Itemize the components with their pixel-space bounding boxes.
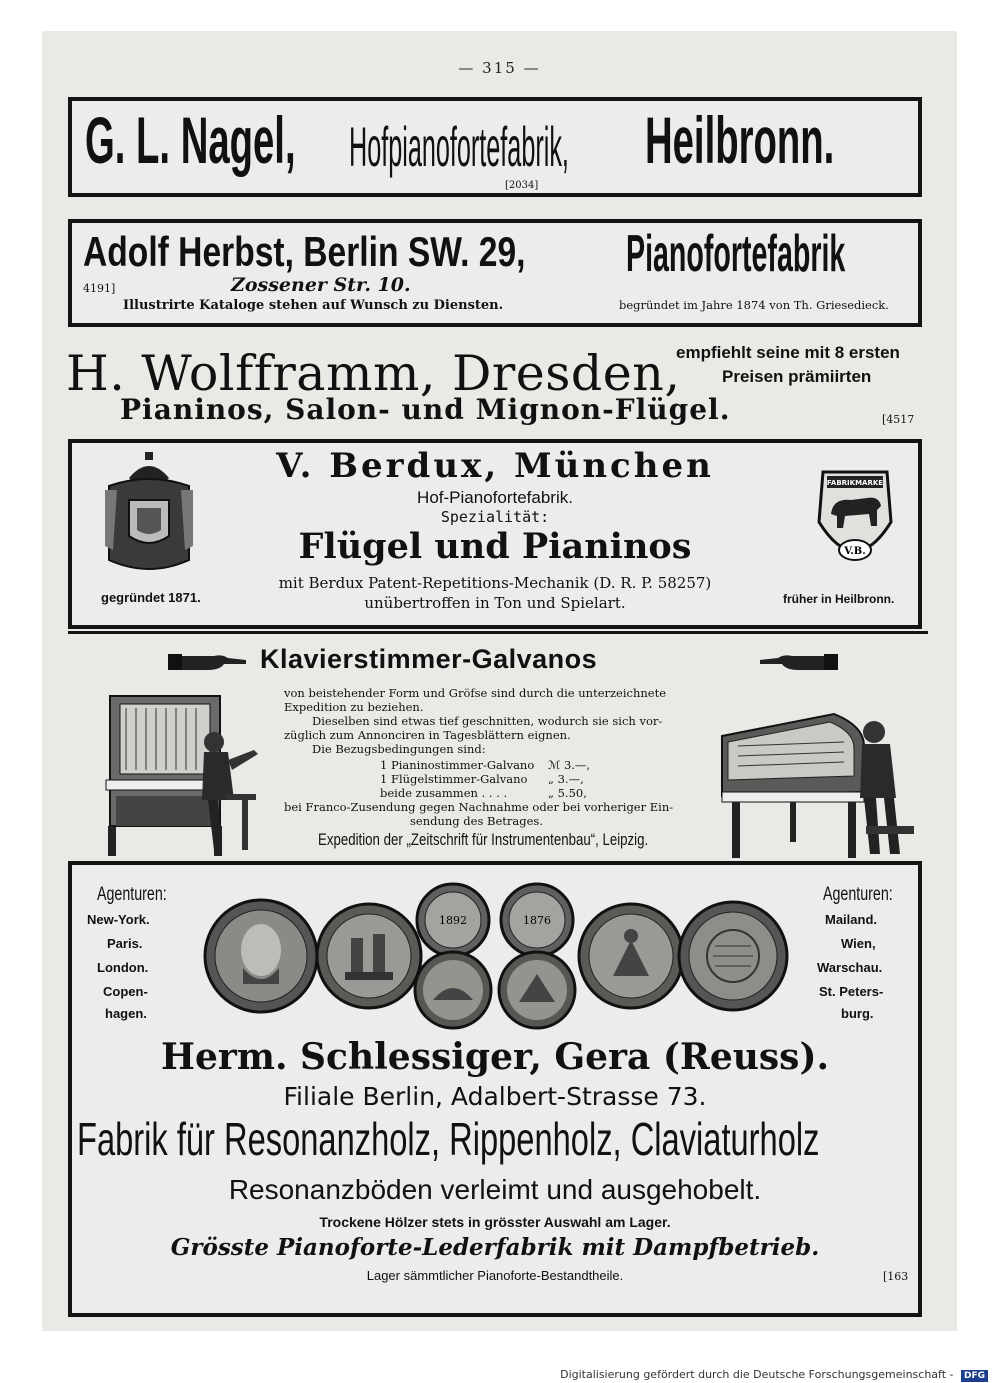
agencies-right-label: Agenturen:: [823, 884, 893, 905]
agency-left-5: hagen.: [105, 1006, 147, 1021]
page-number: — 315 —: [458, 59, 541, 77]
nagel-ref: [2034]: [505, 180, 539, 191]
galvanos-terms-2: sendung des Betrages.: [410, 814, 543, 828]
pointing-hand-right-icon: [168, 648, 248, 676]
agency-right-3: Warschau.: [817, 960, 883, 975]
wolfframm-products: Pianinos, Salon- und Mignon-Flügel.: [120, 393, 731, 426]
nagel-ad: [68, 97, 922, 197]
medals-row: [201, 880, 791, 1030]
galvanos-price-item-3: beide zusammen . . . .: [380, 786, 508, 800]
badge-top-text: FABRIKMARKE: [826, 479, 884, 487]
medal-5-icon: [501, 884, 573, 956]
schlessiger-boards: Resonanzböden verleimt und ausgehobelt.: [228, 1174, 762, 1205]
herbst-ref: 4191]: [83, 282, 116, 295]
dfg-logo: DFG: [961, 1370, 988, 1382]
schlessiger-name: Herm. Schlessiger, Gera (Reuss).: [160, 1036, 830, 1078]
berdux-sub: Hof-Pianofortefabrik.: [417, 488, 573, 507]
schlessiger-factory: Fabrik für Resonanzholz, Rippenholz, Claviaturholz: [77, 1113, 820, 1165]
agency-right-1: Mailand.: [825, 912, 878, 927]
berdux-founded: gegründet 1871.: [101, 590, 201, 605]
berdux-name: V. Berdux, München: [276, 446, 714, 486]
schlessiger-dry: Trockene Hölzer stets in grösster Auswahl am Lager.: [319, 1214, 671, 1230]
galvanos-price-item-2: 1 Flügelstimmer-Galvano: [380, 772, 528, 786]
herbst-ad: [68, 219, 922, 327]
galvanos-line-3: Dieselben sind etwas tief geschnitten, wodurch sie sich vor-: [312, 714, 663, 728]
medal-6-icon: [499, 952, 575, 1028]
agency-left-3: London.: [97, 960, 149, 975]
pointing-hand-left-icon: [758, 648, 838, 676]
nagel-city: Heilbronn.: [645, 103, 835, 177]
galvanos-expedition: Expedition der „Zeitschrift für Instrumentenbau“, Leipzig.: [318, 830, 649, 849]
wolfframm-award2: Preisen prämiirten: [722, 367, 872, 386]
agency-left-4: Copen-: [103, 984, 148, 999]
berdux-special: Spezialität:: [440, 508, 550, 526]
herbst-name: Adolf Herbst, Berlin SW. 29,: [83, 228, 526, 275]
schlessiger-ref: [163: [883, 1270, 909, 1283]
berdux-former: früher in Heilbronn.: [783, 592, 895, 606]
berdux-quality: unübertroffen in Ton und Spielart.: [364, 594, 626, 612]
schlessiger-stock: Lager sämmtlicher Pianoforte-Bestandtheile.: [366, 1268, 624, 1283]
agencies-left-label: Agenturen:: [97, 884, 167, 905]
agency-right-4: St. Peters-: [819, 984, 884, 999]
agency-right-5: burg.: [841, 1006, 874, 1021]
galvanos-title: Klavierstimmer-Galvanos: [260, 644, 598, 674]
medal-1-icon: [205, 900, 317, 1012]
nagel-name: G. L. Nagel,: [85, 103, 296, 177]
galvanos-ad: [68, 631, 928, 857]
medal-7-icon: [579, 904, 683, 1008]
medal-year-1892: 1892: [439, 914, 467, 927]
medal-3-icon: [417, 884, 489, 956]
galvanos-price-item-1: 1 Pianinostimmer-Galvano: [380, 758, 535, 772]
berdux-patent: mit Berdux Patent-Repetitions-Mechanik (D. R. P. 58257): [278, 574, 712, 592]
galvanos-line-1: von beistehender Form und Gröfse sind durch die unterzeichnete: [284, 686, 667, 700]
medal-2-icon: [317, 904, 421, 1008]
wolfframm-award1: empfiehlt seine mit 8 ersten: [676, 343, 900, 362]
herbst-founded: begründet im Jahre 1874 von Th. Griesedieck.: [619, 298, 889, 312]
berdux-product: Flügel und Pianinos: [298, 526, 692, 567]
herbst-catalog: Illustrirte Kataloge stehen auf Wunsch zu Diensten.: [123, 298, 504, 313]
galvanos-terms-1: bei Franco-Zusendung gegen Nachnahme oder bei vorheriger Ein-: [284, 800, 674, 814]
medal-year-1876: 1876: [523, 914, 551, 927]
schlessiger-branch: Filiale Berlin, Adalbert-Strasse 73.: [283, 1082, 707, 1111]
berdux-ad: [68, 439, 922, 629]
wolfframm-ad: [62, 337, 952, 437]
wolfframm-name: H. Wolfframm, Dresden,: [66, 345, 681, 402]
galvanos-line-5: Die Bezugsbedingungen sind:: [312, 742, 486, 756]
galvanos-line-2: Expedition zu beziehen.: [284, 700, 424, 714]
credit-text: Digitalisierung gefördert durch die Deutsche Forschungsgemeinschaft -: [560, 1368, 954, 1381]
herbst-trade: Pianofortefabrik: [626, 225, 846, 283]
agency-right-2: Wien,: [841, 936, 876, 951]
agency-left-2: Paris.: [107, 936, 143, 951]
pianino-tuner-illustration: [104, 690, 269, 860]
galvanos-price-2: „ 3.—,: [548, 772, 584, 786]
badge-mono-text: V.B.: [844, 546, 866, 557]
galvanos-price-3: „ 5.50,: [548, 786, 587, 800]
flugel-tuner-illustration: [714, 706, 926, 866]
medal-4-icon: [415, 952, 491, 1028]
schlessiger-ad: [68, 861, 922, 1317]
wolfframm-ref: [4517: [882, 413, 915, 426]
nagel-trade: Hofpianofortefabrik,: [349, 115, 569, 178]
bear-trademark-icon: [805, 452, 905, 582]
herbst-street: Zossener Str. 10.: [231, 274, 411, 296]
galvanos-price-1: ℳ 3.—,: [548, 758, 591, 772]
schlessiger-leather: Grösste Pianoforte-Lederfabrik mit Dampfbetrieb.: [170, 1234, 820, 1261]
newspaper-page: [42, 31, 957, 1331]
agency-left-1: New-York.: [87, 912, 150, 927]
digitization-credit: [560, 1368, 988, 1382]
medal-8-icon: [679, 902, 787, 1010]
galvanos-line-4: züglich zum Annonciren in Tagesblättern eignen.: [284, 728, 571, 742]
